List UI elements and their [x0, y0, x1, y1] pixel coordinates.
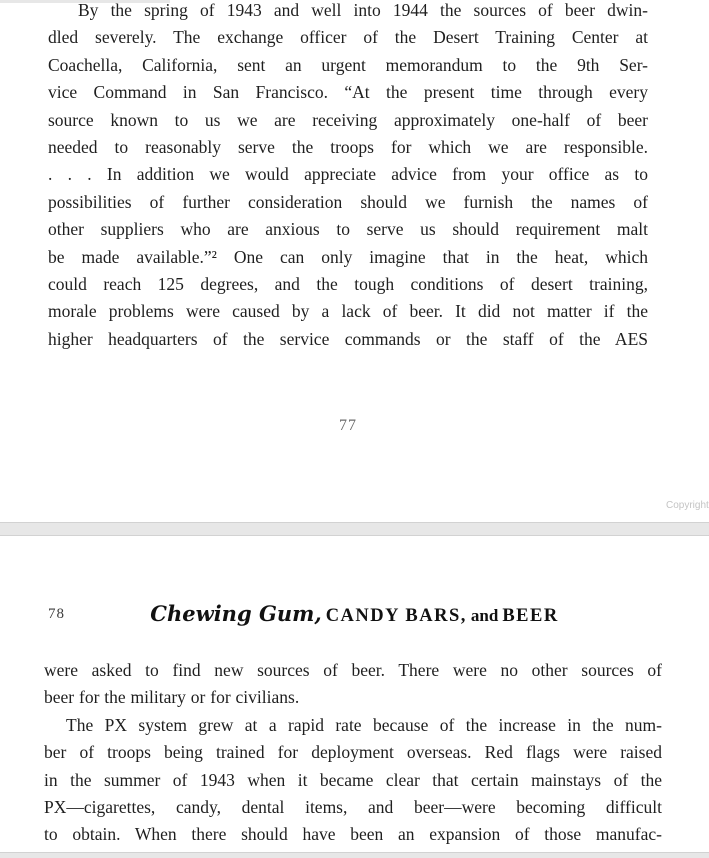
- text-line: The PX system grew at a rapid rate because of the increase in the num-: [66, 714, 662, 735]
- copyright-notice: Copyright: [666, 500, 709, 511]
- text-line: were asked to find new sources of beer. There were no other sources of: [44, 660, 662, 680]
- text-line: higher headquarters of the service commands or the staff of the AES: [48, 328, 648, 349]
- text-line: beer for the military or for civilians.: [44, 687, 300, 708]
- page-77-body: [48, 0, 648, 353]
- text-line: PX—cigarettes, candy, dental items, and beer—were becoming difficult: [44, 797, 662, 818]
- text-line: vice Command in San Francisco. “At the present time through every: [48, 82, 648, 103]
- next-page-separator: [0, 852, 709, 858]
- page-separator: [0, 522, 709, 536]
- text-line: morale problems were caused by a lack of beer. It did not matter if the: [48, 301, 648, 322]
- text-line: possibilities of further consideration should we furnish the names of: [48, 191, 648, 212]
- text-line: in the summer of 1943 when it became clear that certain mainstays of the: [44, 769, 662, 790]
- text-line: Coachella, California, sent an urgent memorandum to the 9th Ser-: [48, 54, 648, 75]
- text-line: be made available.”² One can only imagine that in the heat, which: [48, 246, 648, 267]
- text-line: other suppliers who are anxious to serve us should requirement malt: [48, 219, 648, 240]
- running-head-and: and: [470, 606, 499, 625]
- text-line: source known to us we are receiving approximately one-half of beer: [48, 109, 648, 130]
- running-head: [0, 601, 709, 627]
- page-number-78: 78: [48, 606, 65, 622]
- text-line: to obtain. When there should have been an expansion of those manufac-: [44, 824, 662, 845]
- page-78-body: [44, 657, 662, 849]
- text-line: By the spring of 1943 and well into 1944 the sources of beer dwin-: [78, 0, 648, 20]
- running-head-caps-beer: BEER: [502, 606, 559, 626]
- running-head-script: Chewing Gum,: [150, 601, 322, 626]
- page-number-77: 77: [339, 417, 357, 434]
- text-line: could reach 125 degrees, and the tough conditions of desert training,: [48, 274, 648, 295]
- running-head-caps-candy-bars: CANDY BARS,: [325, 606, 467, 626]
- text-line: dled severely. The exchange officer of the Desert Training Center at: [48, 27, 648, 48]
- text-line: ber of troops being trained for deployment overseas. Red flags were raised: [44, 742, 662, 763]
- text-line: . . . In addition we would appreciate advice from your office as to: [48, 164, 648, 185]
- text-line: needed to reasonably serve the troops for which we are responsible.: [48, 137, 648, 158]
